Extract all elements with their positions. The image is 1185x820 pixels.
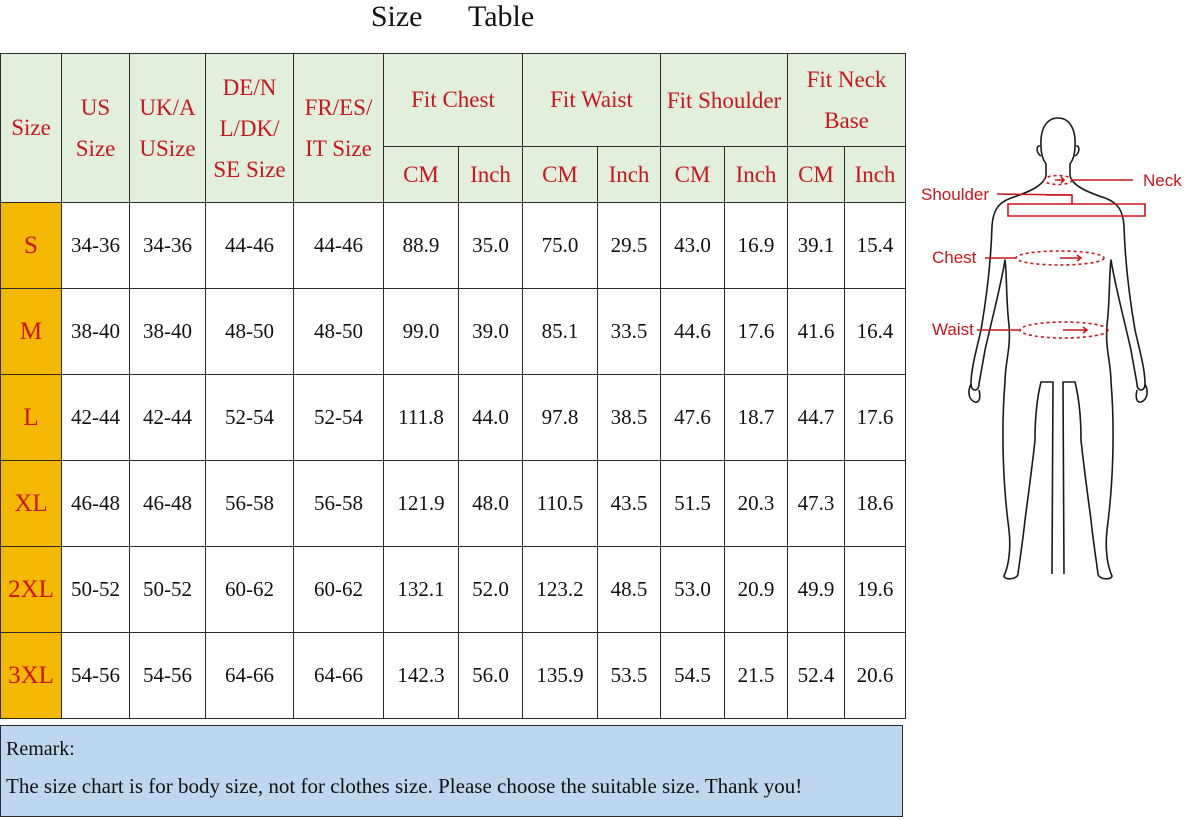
fr-size-cell: 52-54	[294, 375, 384, 461]
title-word-table: Table	[467, 0, 535, 33]
chest-cm-cell: 132.1	[384, 547, 459, 633]
size-cell: S	[1, 203, 62, 289]
neck-cm-cell: 49.9	[788, 547, 845, 633]
waist-inch-cell: 33.5	[598, 289, 661, 375]
remark-box	[0, 725, 903, 817]
table-row	[1, 289, 906, 375]
neck-cm-cell: 39.1	[788, 203, 845, 289]
waist-inch-cell: 29.5	[598, 203, 661, 289]
size-cell: 3XL	[1, 633, 62, 719]
shoulder-inch-cell: 20.9	[725, 547, 788, 633]
size-cell: 2XL	[1, 547, 62, 633]
uk-size-cell: 38-40	[130, 289, 206, 375]
shoulder-inch-cell: 17.6	[725, 289, 788, 375]
fr-size-cell: 60-62	[294, 547, 384, 633]
neck-inch-cell: 16.4	[845, 289, 906, 375]
uk-size-cell: 42-44	[130, 375, 206, 461]
neck-inch-cell: 18.6	[845, 461, 906, 547]
de-size-cell: 60-62	[206, 547, 294, 633]
remark-text: The size chart is for body size, not for clothes size. Please choose the suitable size. Thank you!	[6, 774, 803, 798]
waist-cm-cell: 85.1	[523, 289, 598, 375]
chest-cm-cell: 99.0	[384, 289, 459, 375]
fr-size-cell: 56-58	[294, 461, 384, 547]
de-size-cell: 52-54	[206, 375, 294, 461]
header-neck-inch: Inch	[845, 147, 906, 203]
header-fit-waist: Fit Waist	[523, 54, 661, 147]
header-shoulder-inch: Inch	[725, 147, 788, 203]
neck-cm-cell: 47.3	[788, 461, 845, 547]
remark-label: Remark:	[6, 738, 75, 760]
neck-label: Neck	[1143, 171, 1182, 190]
shoulder-label: Shoulder	[921, 185, 990, 204]
table-row	[1, 375, 906, 461]
neck-cm-cell: 41.6	[788, 289, 845, 375]
header-fr-size: FR/ES/ IT Size	[294, 54, 384, 203]
waist-cm-cell: 75.0	[523, 203, 598, 289]
size-cell: XL	[1, 461, 62, 547]
size-table-body	[1, 203, 906, 719]
header-waist-cm: CM	[523, 147, 598, 203]
chest-cm-cell: 111.8	[384, 375, 459, 461]
size-cell: L	[1, 375, 62, 461]
header-neck-cm: CM	[788, 147, 845, 203]
shoulder-inch-cell: 16.9	[725, 203, 788, 289]
header-uk-size: UK/A USize	[130, 54, 206, 203]
waist-cm-cell: 110.5	[523, 461, 598, 547]
shoulder-inch-cell: 21.5	[725, 633, 788, 719]
chest-inch-cell: 48.0	[459, 461, 523, 547]
header-shoulder-cm: CM	[661, 147, 725, 203]
table-row	[1, 461, 906, 547]
de-size-cell: 64-66	[206, 633, 294, 719]
uk-size-cell: 50-52	[130, 547, 206, 633]
chest-cm-cell: 121.9	[384, 461, 459, 547]
de-size-cell: 56-58	[206, 461, 294, 547]
fr-size-cell: 44-46	[294, 203, 384, 289]
us-size-cell: 50-52	[62, 547, 130, 633]
chest-inch-cell: 44.0	[459, 375, 523, 461]
waist-label: Waist	[932, 320, 974, 339]
page-title	[0, 0, 905, 48]
fr-size-cell: 48-50	[294, 289, 384, 375]
table-row	[1, 203, 906, 289]
us-size-cell: 42-44	[62, 375, 130, 461]
uk-size-cell: 46-48	[130, 461, 206, 547]
header-chest-inch: Inch	[459, 147, 523, 203]
size-table	[0, 53, 906, 719]
waist-inch-cell: 53.5	[598, 633, 661, 719]
title-word-size: Size	[370, 0, 423, 33]
waist-cm-cell: 97.8	[523, 375, 598, 461]
waist-inch-cell: 43.5	[598, 461, 661, 547]
shoulder-inch-cell: 18.7	[725, 375, 788, 461]
neck-inch-cell: 20.6	[845, 633, 906, 719]
de-size-cell: 44-46	[206, 203, 294, 289]
header-fit-neck: Fit Neck Base	[788, 54, 906, 147]
shoulder-cm-cell: 54.5	[661, 633, 725, 719]
header-size: Size	[1, 54, 62, 203]
chest-cm-cell: 88.9	[384, 203, 459, 289]
header-fit-shoulder: Fit Shoulder	[661, 54, 788, 147]
chest-inch-cell: 35.0	[459, 203, 523, 289]
header-chest-cm: CM	[384, 147, 459, 203]
shoulder-cm-cell: 51.5	[661, 461, 725, 547]
chest-inch-cell: 52.0	[459, 547, 523, 633]
neck-inch-cell: 19.6	[845, 547, 906, 633]
uk-size-cell: 34-36	[130, 203, 206, 289]
neck-cm-cell: 52.4	[788, 633, 845, 719]
shoulder-cm-cell: 47.6	[661, 375, 725, 461]
shoulder-cm-cell: 53.0	[661, 547, 725, 633]
shoulder-cm-cell: 43.0	[661, 203, 725, 289]
de-size-cell: 48-50	[206, 289, 294, 375]
neck-cm-cell: 44.7	[788, 375, 845, 461]
header-waist-inch: Inch	[598, 147, 661, 203]
shoulder-inch-cell: 20.3	[725, 461, 788, 547]
chest-label: Chest	[932, 248, 977, 267]
us-size-cell: 34-36	[62, 203, 130, 289]
table-row	[1, 547, 906, 633]
waist-inch-cell: 38.5	[598, 375, 661, 461]
neck-inch-cell: 15.4	[845, 203, 906, 289]
uk-size-cell: 54-56	[130, 633, 206, 719]
shoulder-cm-cell: 44.6	[661, 289, 725, 375]
size-cell: M	[1, 289, 62, 375]
body-measurement-figure	[905, 100, 1185, 600]
neck-inch-cell: 17.6	[845, 375, 906, 461]
waist-inch-cell: 48.5	[598, 547, 661, 633]
chest-inch-cell: 39.0	[459, 289, 523, 375]
waist-cm-cell: 123.2	[523, 547, 598, 633]
waist-cm-cell: 135.9	[523, 633, 598, 719]
us-size-cell: 38-40	[62, 289, 130, 375]
chest-inch-cell: 56.0	[459, 633, 523, 719]
header-fit-chest: Fit Chest	[384, 54, 523, 147]
fr-size-cell: 64-66	[294, 633, 384, 719]
chest-cm-cell: 142.3	[384, 633, 459, 719]
header-us-size: US Size	[62, 54, 130, 203]
us-size-cell: 46-48	[62, 461, 130, 547]
header-de-size: DE/N L/DK/ SE Size	[206, 54, 294, 203]
us-size-cell: 54-56	[62, 633, 130, 719]
table-row	[1, 633, 906, 719]
